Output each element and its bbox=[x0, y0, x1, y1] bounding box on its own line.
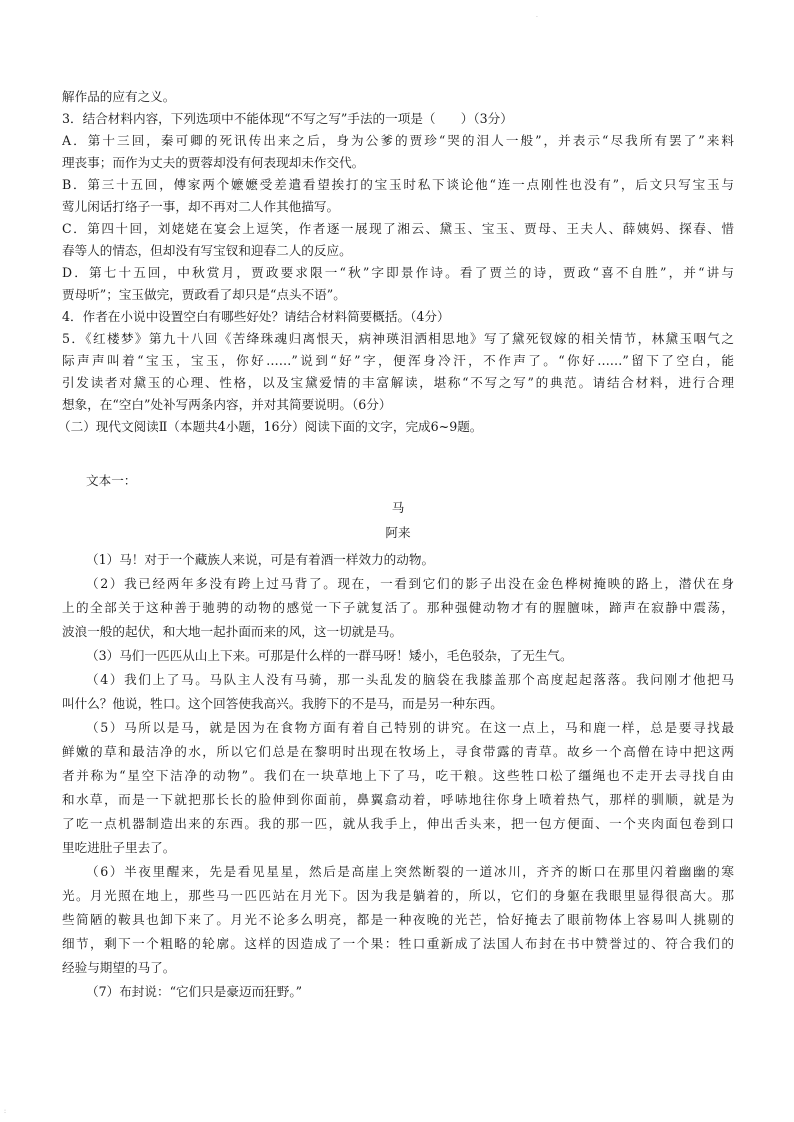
paragraph-5-line-1: （5）马所以是马，就是因为在食物方面有着自己特别的讲究。在这一点上，马和鹿一样，总是要寻找最 bbox=[86, 720, 734, 735]
paragraph-5-line-5: 了吃一点机器制造出来的东西。我的那一匹，就从我手上，伸出舌头来，把一包方便面、一个夹肉面包卷到口 bbox=[62, 816, 734, 831]
story-title: 马 bbox=[391, 500, 405, 515]
paragraph-5-line-6: 里吃进肚子里去了。 bbox=[62, 840, 176, 855]
text-one-label-wrap bbox=[86, 470, 726, 492]
question-line: 解作品的应有之义。 bbox=[62, 89, 176, 104]
paragraph-3: （3）马们一匹匹从山上下来。可那是什么样的一群马呀！矮小，毛色驳杂，了无生气。 bbox=[86, 648, 573, 663]
paragraph-4-line-2: 叫什么？他说，牲口。这个回答使我高兴。我胯下的不是马，而是另一种东西。 bbox=[62, 696, 503, 711]
story-body bbox=[62, 548, 734, 1004]
paragraph-6-line-2: 光。月光照在地上，那些马一匹匹站在月光下。因为我是躺着的，所以，它们的身躯在我眼里显得很高大。那 bbox=[62, 888, 734, 903]
paragraph-2-line-3: 波浪一般的起伏，和大地一起扑面而来的风，这一切就是马。 bbox=[62, 624, 403, 639]
paragraph-5-line-4: 和水草，而是一下就把那长长的脸伸到你面前，鼻翼翕动着，呼哧地往你身上喷着热气，那样的驯顺，就是为 bbox=[62, 792, 734, 807]
questions-section bbox=[58, 86, 734, 438]
option-c-line-2: 春等人的情态，但却没有写宝钗和迎春二人的反应。 bbox=[62, 243, 352, 258]
edge-dot-mark: : bbox=[4, 1108, 7, 1115]
option-a-line-1: A．第十三回，秦可卿的死讯传出来之后，身为公爹的贾珍“哭的泪人一般”，并表示“尽我所有罢了”来料 bbox=[62, 133, 734, 148]
story-title-wrap bbox=[62, 496, 734, 546]
paragraph-5-line-2: 鲜嫩的草和最洁净的水，所以它们总是在黎明时出现在牧场上，寻食带露的青草。故乡一个高僧在诗中把这两 bbox=[62, 744, 734, 759]
option-b-line-1: B．第三十五回，傅家两个嬷嬷受差遣看望挨打的宝玉时私下谈论他“连一点刚性也没有”，后文只写宝玉与 bbox=[62, 177, 734, 192]
paragraph-6-line-1: （6）半夜里醒来，先是看见星星，然后是高崖上突然断裂的一道冰川，齐齐的断口在那里闪着幽幽的寒 bbox=[86, 864, 734, 879]
paragraph-7: （7）布封说：“它们只是豪迈而狂野。” bbox=[86, 984, 303, 999]
option-b-line-2: 莺儿闲话打络子一事，却不再对二人作其他描写。 bbox=[62, 199, 340, 214]
paragraph-4-line-1: （4）我们上了马。马队主人没有马骑，那一头乱发的脑袋在我膝盖那个高度起起落落。我问刚才他把马 bbox=[86, 672, 734, 687]
text-one-label: 文本一： bbox=[86, 473, 137, 488]
paragraph-2-line-2: 上的全部关于这种善于驰骋的动物的感觉一下子就复活了。那种强健动物才有的腥膻味，蹄声在寂静中震荡， bbox=[62, 600, 734, 615]
question-5-line-3: 引发读者对黛玉的心理、性格，以及宝黛爱情的丰富解读，堪称“不写之写”的典范。请结合材料，进行合理 bbox=[62, 375, 734, 390]
option-c-line-1: C．第四十回，刘姥姥在宴会上逗笑，作者逐一展现了湘云、黛玉、宝玉、贾母、王夫人、薛姨妈、探春、惜 bbox=[62, 221, 734, 236]
paragraph-6-line-4: 细节，剩下一个粗略的轮廓。这样的因造成了一个果：牲口重新成了法国人布封在书中赞誉过的、符合我们的 bbox=[62, 936, 734, 951]
question-5-line-2: 际声声叫着“宝玉，宝玉，你好……”说到“好”字，便浑身冷汗，不作声了。“你好……”留下了空白，能 bbox=[62, 353, 734, 368]
option-d-line-2: 贾母听”；宝玉做完，贾政看了却只是“点头不语”。 bbox=[62, 287, 346, 302]
corner-dot-mark: · bbox=[536, 14, 538, 21]
question-5-line-4: 想象，在“空白”处补写两条内容，并对其简要说明。（6分） bbox=[62, 397, 392, 412]
option-d-line-1: D．第七十五回，中秋赏月，贾政要求限一“秋”字即景作诗。看了贾兰的诗，贾政“喜不自胜”，并“讲与 bbox=[62, 265, 734, 280]
paragraph-5-line-3: 者并称为“星空下洁净的动物”。我们在一块草地上下了马，吃干粮。这些牲口松了缰绳也不走开去寻找自由 bbox=[62, 768, 734, 783]
question-5-line-1: 5．《红楼梦》第九十八回《苦绛珠魂归离恨天，病神瑛泪洒相思地》写了黛死钗嫁的相关情节，林黛玉咽气之 bbox=[62, 331, 734, 346]
question-4: 4．作者在小说中设置空白有哪些好处？请结合材料简要概括。（4分） bbox=[62, 309, 450, 324]
paragraph-1: （1）马！对于一个藏族人来说，可是有着酒一样效力的动物。 bbox=[86, 552, 435, 567]
section-two-heading: （二）现代文阅读Ⅱ（本题共4小题，16分）阅读下面的文字，完成6~9题。 bbox=[58, 419, 483, 434]
paragraph-2-line-1: （2）我已经两年多没有跨上过马背了。现在，一看到它们的影子出没在金色桦树掩映的路上，潜伏在身 bbox=[86, 576, 734, 591]
story-author: 阿来 bbox=[385, 525, 411, 540]
question-3-stem: 3．结合材料内容，下列选项中不能体现“不写之写”手法的一项是（ ）（3分） bbox=[62, 111, 513, 126]
option-a-line-2: 理丧事；而作为丈夫的贾蓉却没有何表现却未作交代。 bbox=[62, 155, 365, 170]
paragraph-6-line-5: 经验与期望的马了。 bbox=[62, 960, 176, 975]
paragraph-6-line-3: 些简陋的鞍具也卸下来了。月光不论多么明亮，都是一种夜晚的光芒，恰好掩去了眼前物体上容易叫人挑剔的 bbox=[62, 912, 734, 927]
